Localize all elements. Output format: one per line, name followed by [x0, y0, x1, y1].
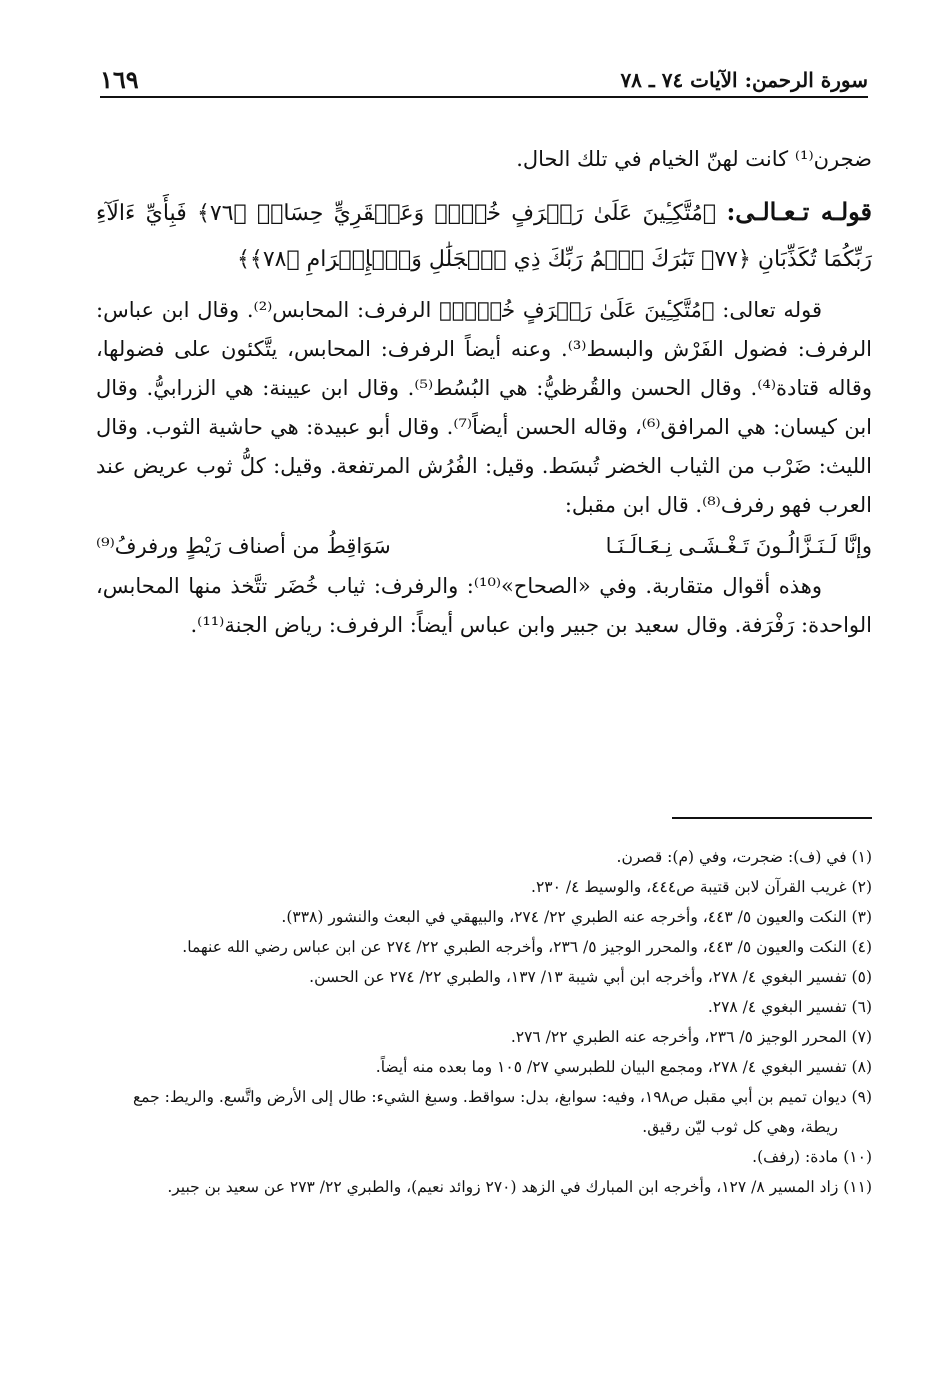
footnote: (٤) النكت والعيون ٥/ ٤٤٣، والمحرر الوجيز ٥/ ٢٣٦، وأخرجه الطبري ٢٢/ ٢٧٤ عن ابن عباس رضي الله عنهما.	[182, 938, 872, 956]
footnote: (٢) غريب القرآن لابن قتيبة ص٤٤٤، والوسيط ٤/ ٢٣٠.	[531, 878, 872, 896]
footnote: (١) في (ف): ضجرت، وفي (م): قصرن.	[616, 848, 872, 866]
footnote-separator	[672, 817, 872, 819]
footnote: (١٠) مادة: (رفف).	[752, 1148, 872, 1166]
footnotes	[96, 842, 872, 1202]
poem-second-hemistich: سَوَاقِطُ من أصناف رَيْطٍ ورفرفُ⁽⁹⁾	[96, 534, 391, 558]
running-title: سورة الرحمن: الآيات ٧٤ ـ ٧٨	[620, 68, 868, 92]
footnote: (٨) تفسير البغوي ٤/ ٢٧٨، ومجمع البيان للطبرسي ٢٧/ ١٠٥ وما بعده منه أيضاً.	[375, 1058, 872, 1076]
footnote: (١١) زاد المسير ٨/ ١٢٧، وأخرجه ابن المبارك في الزهد (٢٧٠ زوائد نعيم)، والطبري ٢٢/ ٢٧٣ عن سعيد بن جبير.	[167, 1178, 872, 1196]
page-number: ١٦٩	[100, 65, 139, 94]
poem-first-hemistich: وإنَّا لَـنَـزَّالُـونَ تَـغْـشَـى نِـعَـالَـنَـا	[605, 534, 872, 558]
page-header	[100, 62, 868, 98]
footnote: (٣) النكت والعيون ٥/ ٤٤٣، وأخرجه عنه الطبري ٢٢/ ٢٧٤، والبيهقي في البعث والنشور (٣٣٨).	[281, 908, 872, 926]
poem-line	[96, 525, 872, 567]
footnote: (٩) ديوان تميم بن أبي مقبل ص١٩٨، وفيه: سوابغ، بدل: سواقط. وسبغ الشيء: طال إلى الأرض واتَّسع. والريط: جمع ريطة، وهي كل ثوب ليّن رقيق.	[132, 1088, 872, 1136]
main-text	[96, 140, 872, 645]
footnote: (٧) المحرر الوجيز ٥/ ٢٣٦، وأخرجه عنه الطبري ٢٢/ ٢٧٦.	[510, 1028, 872, 1046]
footnote: (٥) تفسير البغوي ٤/ ٢٧٨، وأخرجه ابن أبي شيبة ١٣/ ١٣٧، والطبري ٢٢/ ٢٧٤ عن الحسن.	[309, 968, 872, 986]
paragraph-1: ضجرن⁽¹⁾ كانت لهنّ الخيام في تلك الحال.	[516, 147, 872, 171]
verse-text: ﴿مُتَّكِـِٔينَ عَلَىٰ رَفۡرَفٍ خُضۡرٖ وَعَبۡقَرِيٍّ حِسَانٖ ﴿٧٦﴾ فَبِأَيِّ ءَالَآءِ رَبِّكُمَا تُكَذِّبَانِ ﴿٧٧﴾ تَبَٰرَكَ ٱسۡمُ رَبِّكَ ذِي ٱلۡجَلَٰلِ وَٱلۡإِكۡرَامِ ﴿٧٨﴾﴾	[96, 201, 872, 272]
verse-lead: قولـه تـعـالـى:	[726, 197, 873, 226]
paragraph-3: وهذه أقوال متقاربة. وفي «الصحاح»⁽¹⁰⁾: والرفرف: ثياب خُضَر تتَّخذ منها المحابس، الواحدة: رَفْرَفة. وقال سعيد بن جبير وابن عباس أيضاً: الرفرف: رياض الجنة⁽¹¹⁾.	[96, 574, 872, 637]
quran-verse-block	[96, 189, 872, 283]
footnote: (٦) تفسير البغوي ٤/ ٢٧٨.	[707, 998, 872, 1016]
paragraph-2: قوله تعالى: ﴿مُتَّكِـِٔينَ عَلَىٰ رَفۡرَفٍ خُضۡرٖ﴾ الرفرف: المحابس⁽²⁾. وقال ابن عباس: الرفرف: فضول الفَرْش والبسط⁽³⁾. وعنه أيضاً الرفرف: المحابس، يتَّكئون على فضولها، وقاله قتادة⁽⁴⁾. وقال الحسن والقُرظيُّ: هي البُسُط⁽⁵⁾. وقال ابن عيينة: هي الزرابيُّ. وقال ابن كيسان: هي المرافق⁽⁶⁾، وقاله الحسن أيضاً⁽⁷⁾. وقال أبو عبيدة: هي حاشية الثوب. وقال الليث: ضَرْب من الثياب الخضر تُبسَط. وقيل: الفُرُش المرتفعة. وقيل: كلُّ ثوب عريض عند العرب فهو رفرف⁽⁸⁾. قال ابن مقبل:	[96, 298, 873, 517]
